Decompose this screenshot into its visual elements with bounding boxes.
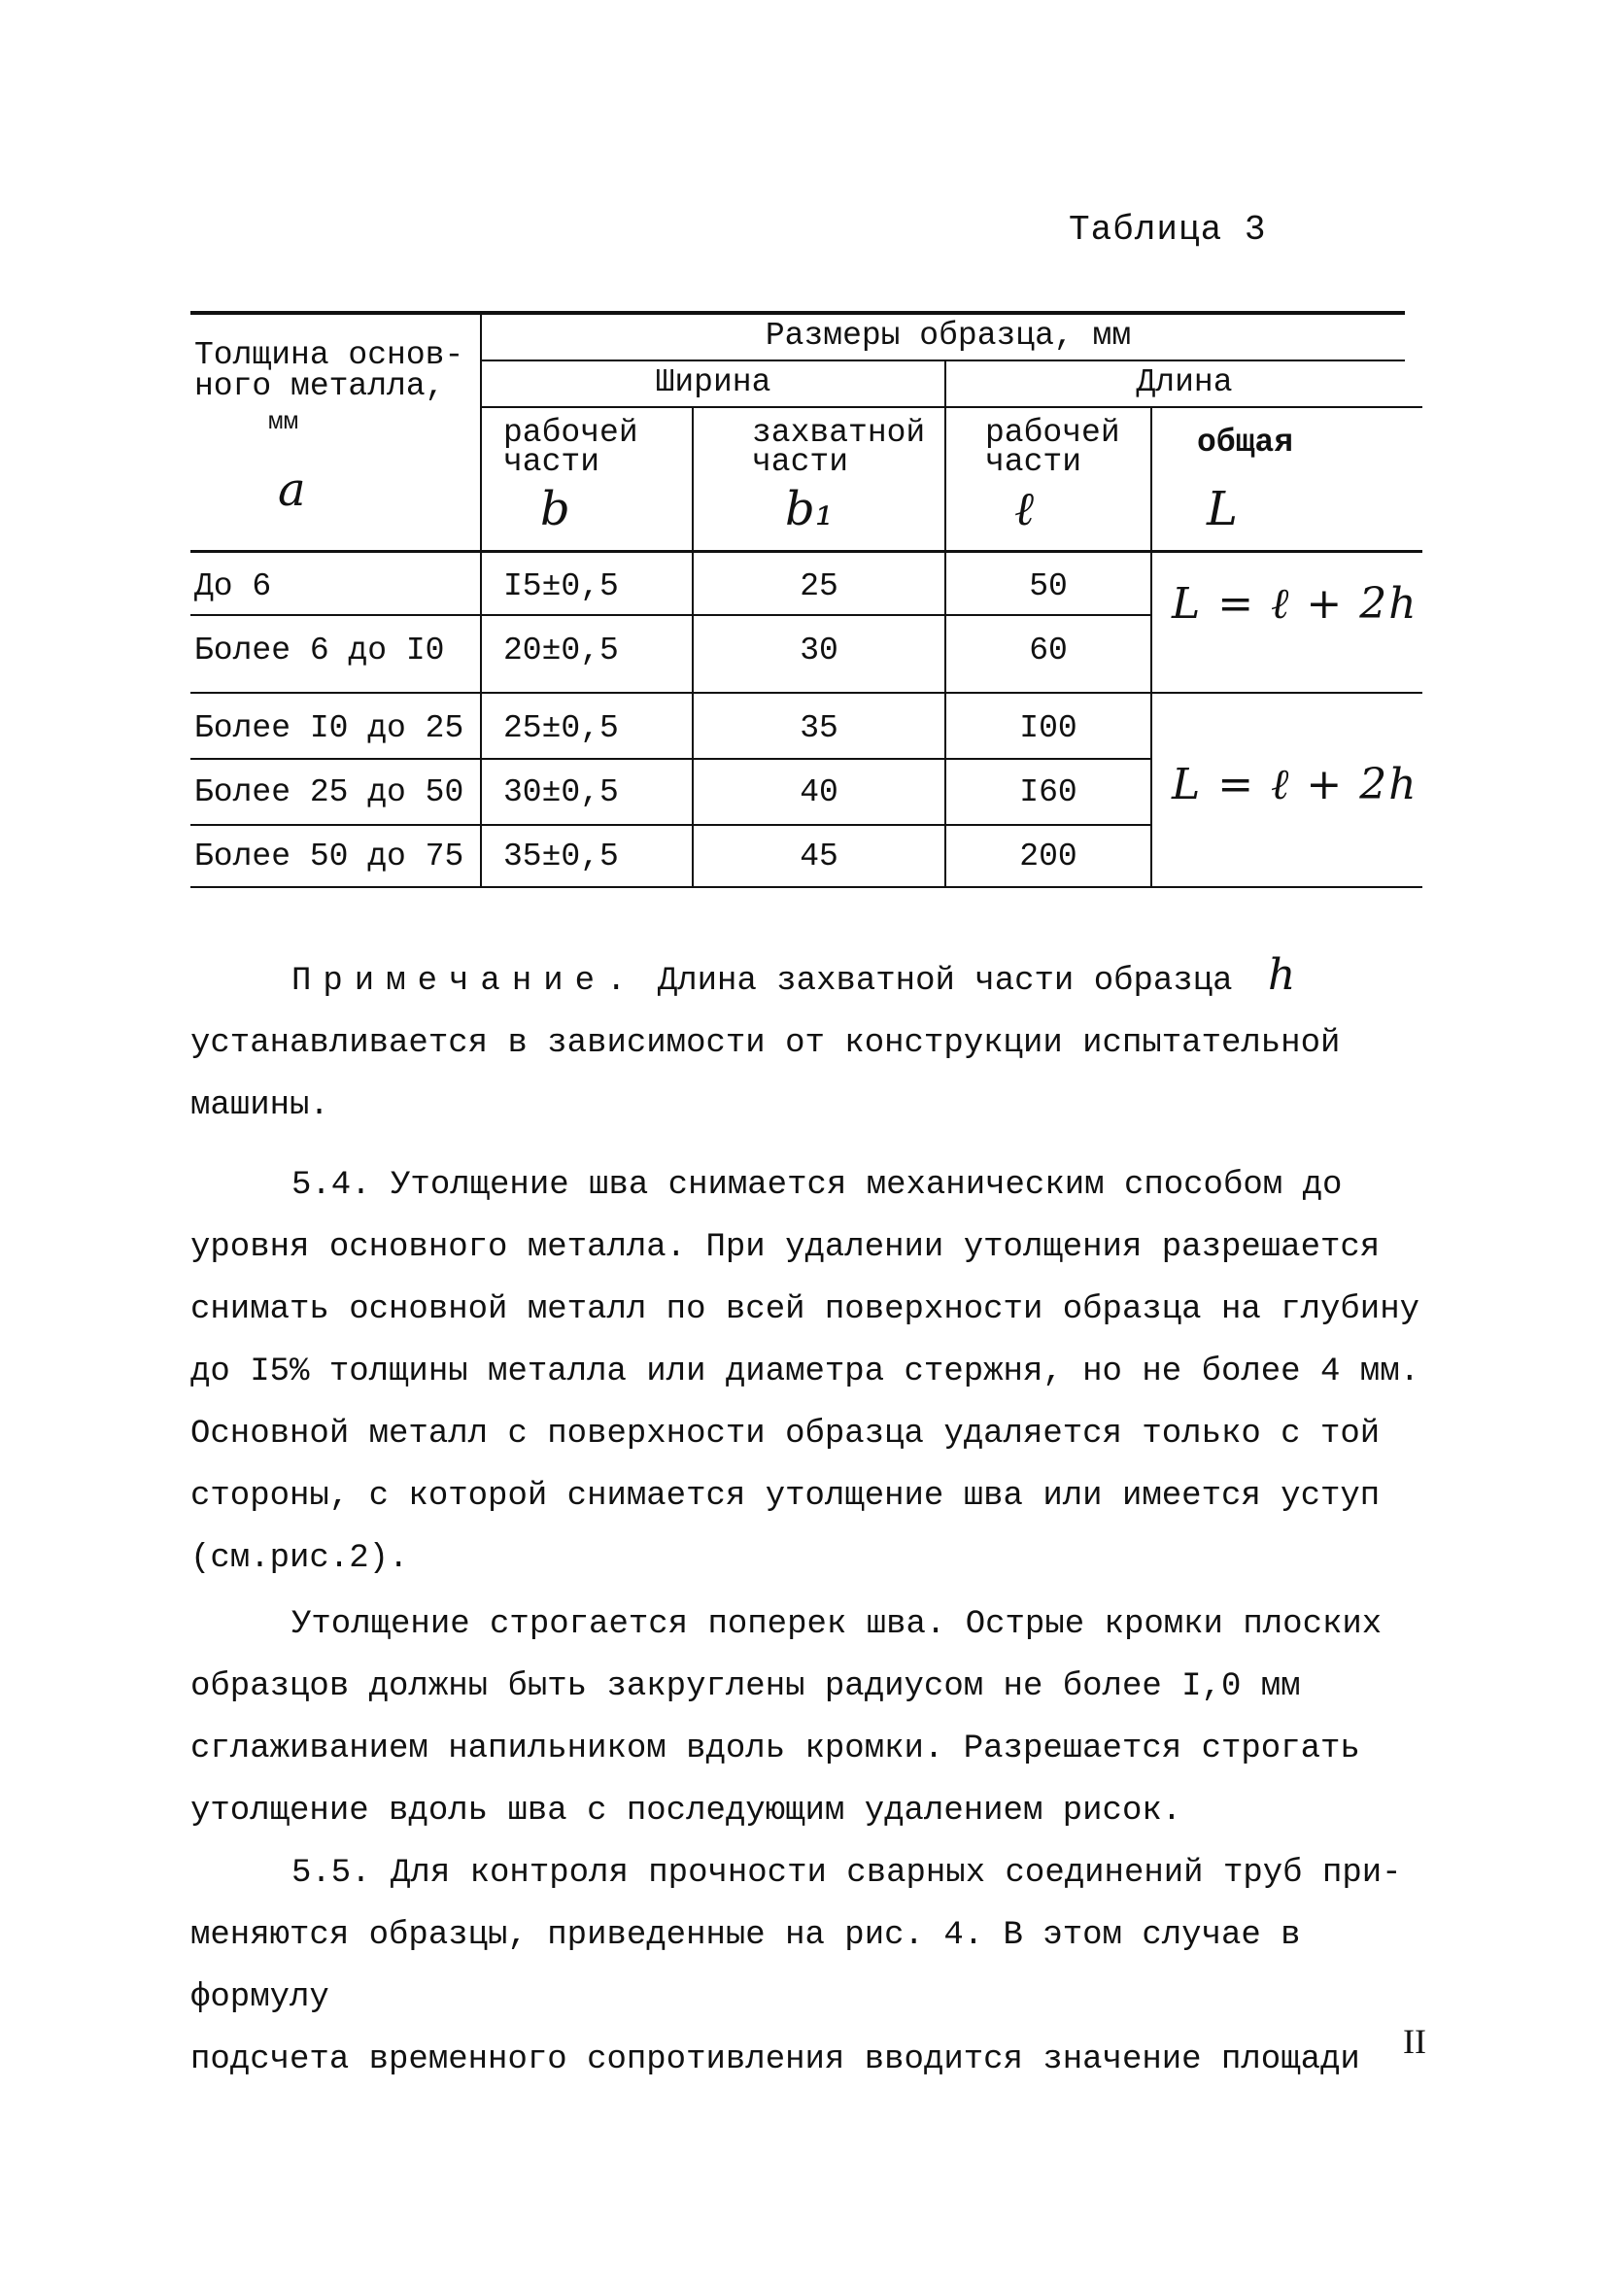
length-header: Длина [1136, 364, 1233, 400]
thickness-header-line-1: Толщина основ- [194, 337, 464, 373]
width-grip-header-line-1: захватной [752, 415, 926, 451]
row-width-working: 35±0,5 [503, 839, 619, 874]
section-5-4-line: 5.4. Утолщение шва снимается механическим способом до [291, 1167, 1343, 1204]
section-5-5-line: 5.5. Для контроля прочности сварных соединений труб при- [291, 1855, 1402, 1892]
length-working-header-line-1: рабочей [985, 415, 1120, 451]
total-length-formula-2: L = ℓ + 2h [1172, 760, 1418, 809]
row-width-working: 30±0,5 [503, 774, 619, 810]
section-5-5-line: подсчета временного сопротивления вводится значение площади [190, 2041, 1360, 2078]
row-width-working: 25±0,5 [503, 710, 619, 746]
section-5-4-line: снимать основной металл по всей поверхности образца на глубину [190, 1291, 1420, 1328]
row-length-working: I00 [1019, 710, 1077, 746]
section-5-4-paragraph [190, 1154, 1444, 1590]
edge-rounding-line: утолщение вдоль шва с последующим удалением рисок. [190, 1793, 1182, 1830]
width-working-symbol: b [540, 482, 570, 536]
note-text-line-1: Длина захватной части образца [657, 963, 1233, 1000]
length-working-header-line-2: части [985, 444, 1082, 480]
section-5-4-line: стороны, с которой снимается утолщение шва или имеется уступ [190, 1478, 1381, 1515]
note-label: Примечание. [291, 963, 638, 1000]
sample-dimensions-header: Размеры образца, мм [765, 318, 1132, 354]
section-5-4-line: (см.рис.2). [190, 1540, 409, 1577]
row-length-working: 200 [1019, 839, 1077, 874]
thickness-header-unit: мм [268, 407, 299, 436]
width-grip-symbol: b₁ [785, 482, 834, 536]
row-thickness: До 6 [194, 568, 272, 604]
total-length-formula-1: L = ℓ + 2h [1172, 579, 1418, 629]
thickness-header-line-2: ного металла, [194, 368, 445, 404]
edge-rounding-line: сглаживанием напильником вдоль кромки. Разрешается строгать [190, 1731, 1360, 1767]
row-width-grip: 45 [800, 839, 838, 874]
row-thickness: Более 6 до I0 [194, 633, 445, 668]
row-width-grip: 35 [800, 710, 838, 746]
row-thickness: Более 25 до 50 [194, 774, 464, 810]
row-width-grip: 30 [800, 633, 838, 668]
section-5-4-line: до I5% толщины металла или диаметра стержня, но не более 4 мм. [190, 1354, 1420, 1390]
length-working-symbol: ℓ [1014, 482, 1034, 536]
length-total-header: общая [1197, 425, 1294, 461]
note-symbol-h: h [1267, 950, 1296, 1000]
row-thickness: Более 50 до 75 [194, 839, 464, 874]
row-width-grip: 25 [800, 568, 838, 604]
section-5-4-line: Основной металл с поверхности образца удаляется только с той [190, 1416, 1381, 1453]
width-grip-header-line-2: части [752, 444, 849, 480]
page-number: II [1403, 2022, 1426, 2061]
row-length-working: I60 [1019, 774, 1077, 810]
row-length-working: 60 [1029, 633, 1068, 668]
row-width-grip: 40 [800, 774, 838, 810]
row-width-working: 20±0,5 [503, 633, 619, 668]
thickness-symbol: a [278, 463, 306, 517]
width-working-header-line-1: рабочей [503, 415, 638, 451]
note-text-line-3: машины. [190, 1087, 329, 1124]
width-header: Ширина [655, 364, 771, 400]
specimen-dimensions-table [190, 311, 1424, 894]
edge-rounding-line: Утолщение строгается поперек шва. Острые кромки плоских [291, 1606, 1383, 1643]
edge-rounding-paragraph [190, 1593, 1444, 1842]
row-width-working: I5±0,5 [503, 568, 619, 604]
section-5-4-line: уровня основного металла. При удалении утолщения разрешается [190, 1229, 1381, 1266]
row-length-working: 50 [1029, 568, 1068, 604]
note-paragraph [190, 944, 1444, 1137]
note-text-line-2: устанавливается в зависимости от конструкции испытательной [190, 1025, 1341, 1062]
section-5-5-paragraph [190, 1842, 1444, 2091]
table-caption: Таблица 3 [1069, 210, 1267, 250]
width-working-header-line-2: части [503, 444, 600, 480]
section-5-5-line: меняются образцы, приведенные на рис. 4. В этом случае в формулу [190, 1917, 1301, 2016]
row-thickness: Более I0 до 25 [194, 710, 464, 746]
length-total-symbol: L [1207, 482, 1238, 536]
edge-rounding-line: образцов должны быть закруглены радиусом не более I,0 мм [190, 1668, 1301, 1705]
